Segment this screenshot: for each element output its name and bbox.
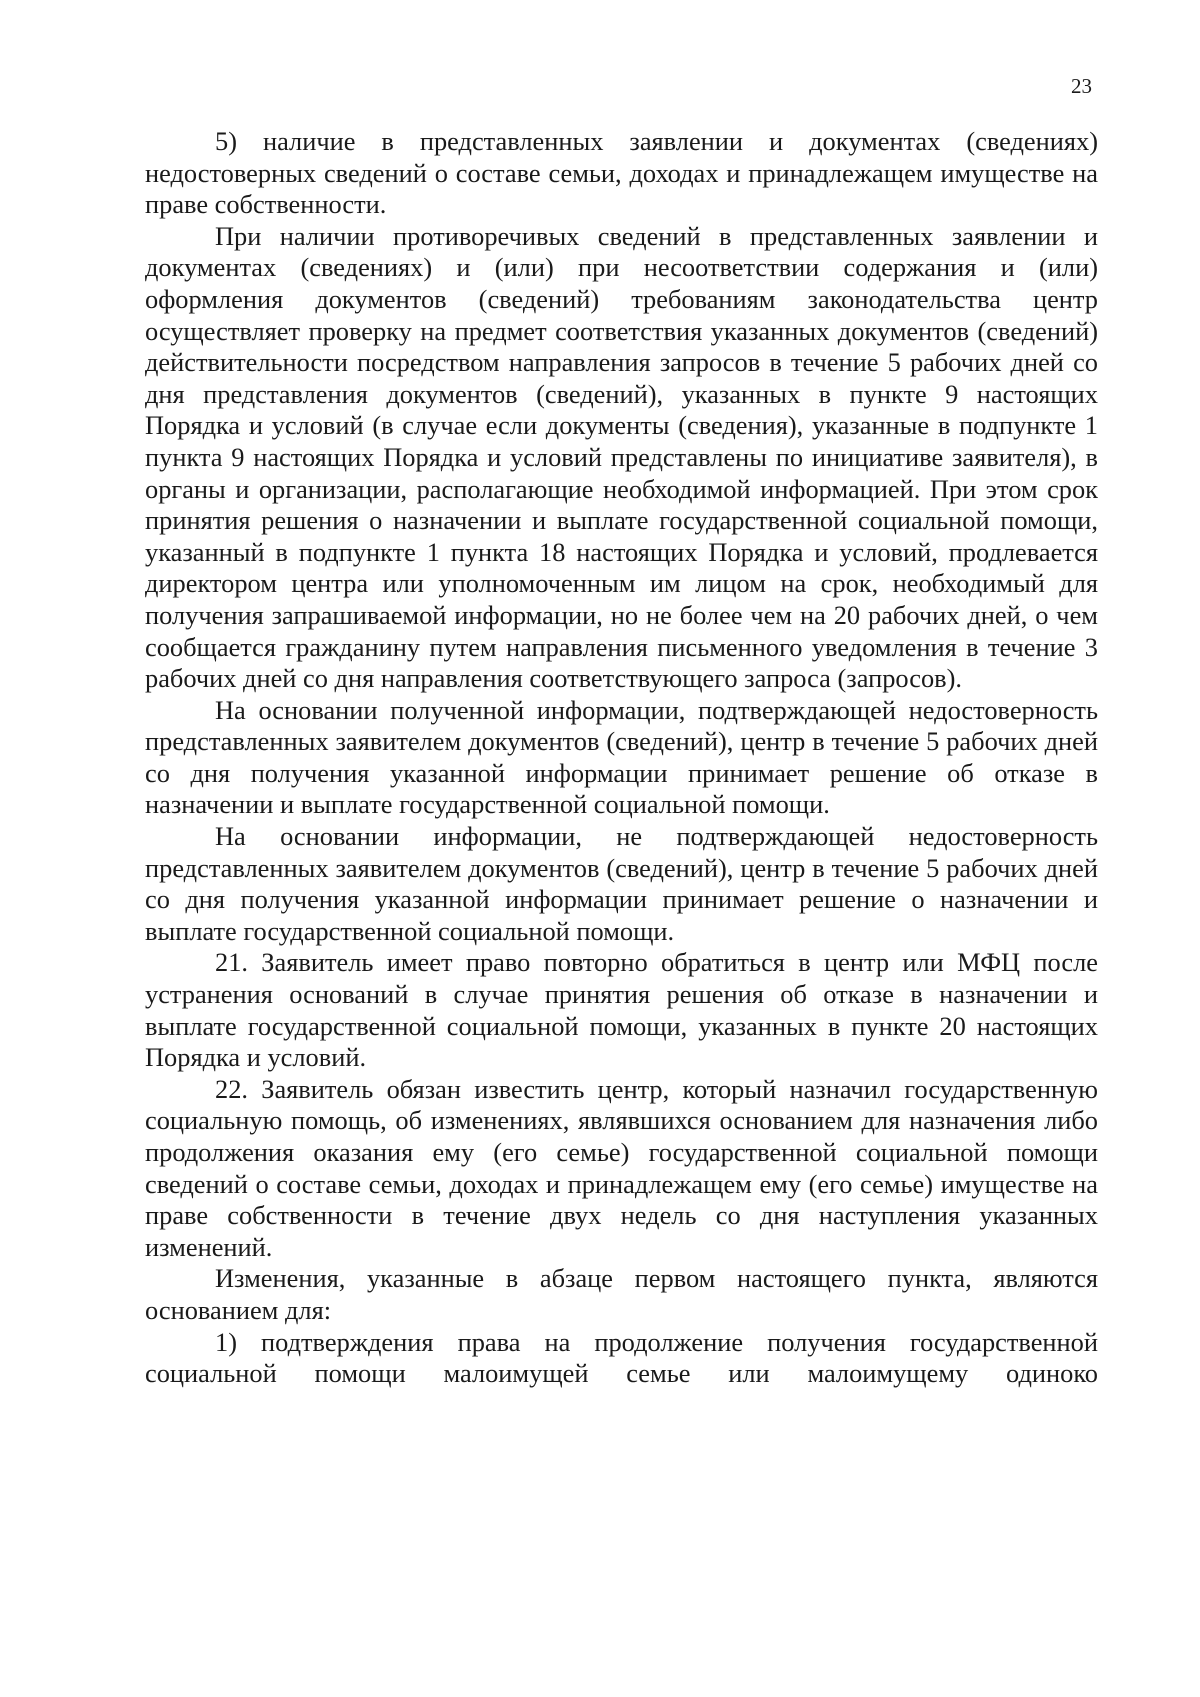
page-number: 23 xyxy=(1071,74,1092,98)
paragraph-contradictory-info: При наличии противоречивых сведений в представленных заявлении и документах (сведениях) и (или) при несоответствии содержания и (или) оформления документов (сведений) требованиям законодательства центр осуществляет проверку на предмет соответствия указанных документов (сведений) действительности посредством направления запросов в течение 5 рабочих дней со дня представления документов (сведений), указанных в пункте 9 настоящих Порядка и условий (в случае если документы (сведения), указанные в подпункте 1 пункта 9 настоящих Порядка и условий представлены по инициативе заявителя), в органы и организации, располагающие необходимой информацией. При этом срок принятия решения о назначении и выплате государственной социальной помощи, указанный в подпункте 1 пункта 18 настоящих Порядка и условий, продлевается директором центра или уполномоченным им лицом на срок, необходимый для получения запрашиваемой информации, но не более чем на 20 рабочих дней, о чем сообщается гражданину путем направления письменного уведомления в течение 3 рабочих дней со дня направления соответствующего запроса (запросов). xyxy=(145,220,1098,694)
paragraph-changes-basis: Изменения, указанные в абзаце первом настоящего пункта, являются основанием для: xyxy=(145,1263,1098,1325)
paragraph-clause-22: 22. Заявитель обязан известить центр, который назначил государственную социальную помощь, об изменениях, являвшихся основанием для назначения либо продолжения оказания ему (его семье) государственной социальной помощи сведений о составе семьи, доходах и принадлежащем ему (его семье) имуществе на праве собственности в течение двух недель со дня наступления указанных изменений. xyxy=(145,1073,1098,1262)
document-body xyxy=(145,126,1098,1390)
paragraph-not-confirmed-unreliability: На основании информации, не подтверждающей недостоверность представленных заявителем документов (сведений), центр в течение 5 рабочих дней со дня получения указанной информации принимает решение о назначении и выплате государственной социальной помощи. xyxy=(145,821,1098,946)
paragraph-item-1: 1) подтверждения права на продолжение получения государственной социальной помощи малоимущей семье или малоимущему одиноко xyxy=(145,1326,1098,1389)
paragraph-confirmed-unreliability: На основании полученной информации, подтверждающей недостоверность представленных заявителем документов (сведений), центр в течение 5 рабочих дней со дня получения указанной информации принимает решение об отказе в назначении и выплате государственной социальной помощи. xyxy=(145,694,1098,820)
paragraph-clause-21: 21. Заявитель имеет право повторно обратиться в центр или МФЦ после устранения оснований в случае принятия решения об отказе в назначении и выплате государственной социальной помощи, указанных в пункте 20 настоящих Порядка и условий. xyxy=(145,947,1098,1073)
paragraph-item-5: 5) наличие в представленных заявлении и документах (сведениях) недостоверных сведений о составе семьи, доходах и принадлежащем имуществе на праве собственности. xyxy=(145,126,1098,220)
